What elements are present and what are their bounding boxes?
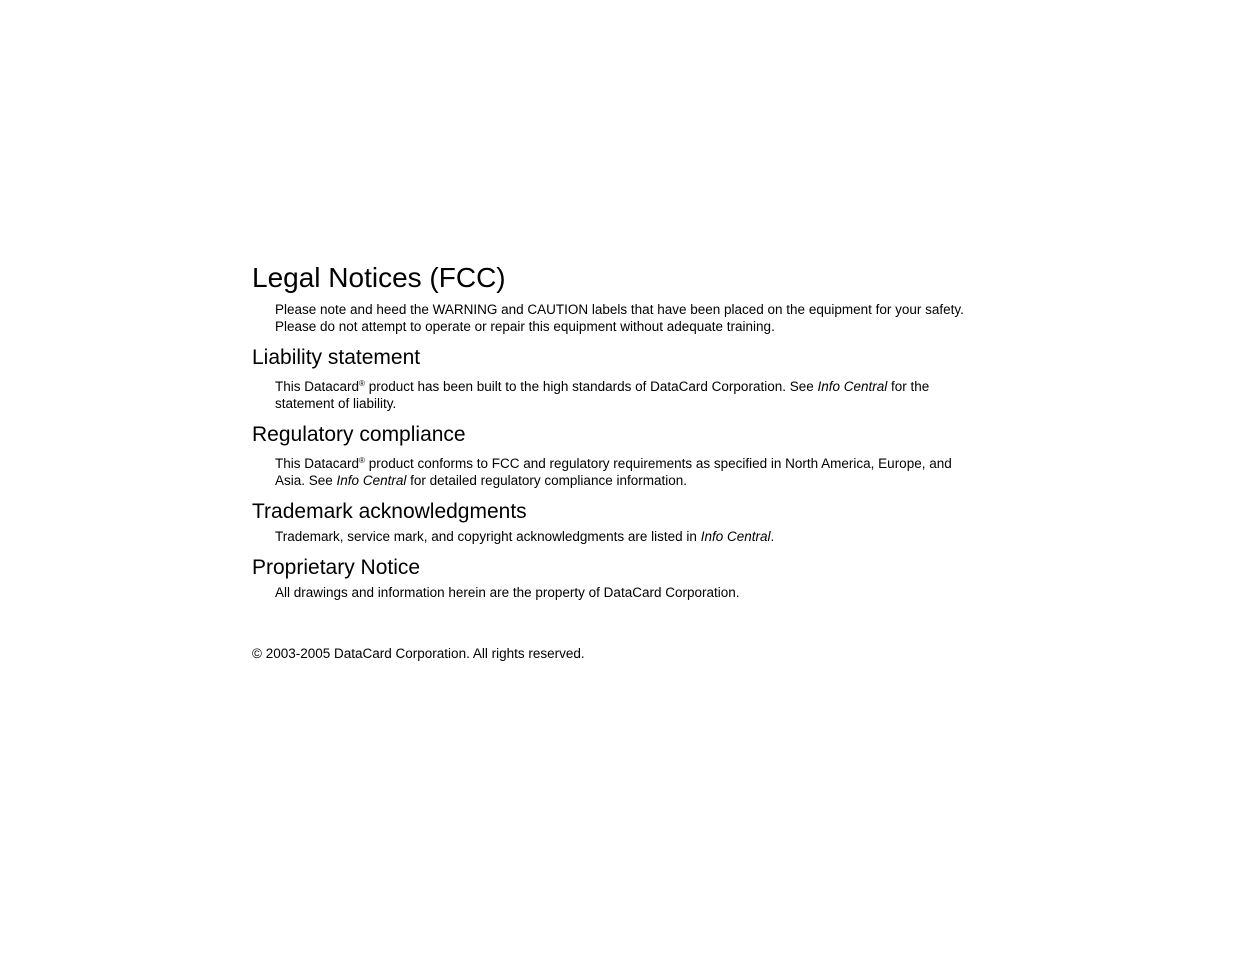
regulatory-heading: Regulatory compliance [252, 423, 466, 446]
regulatory-text-middle: product conforms to FCC and regulatory requirements as specified in North America, Europe, and Asia. See [275, 456, 952, 488]
proprietary-section [252, 553, 972, 601]
info-central-reference: Info Central [336, 473, 407, 488]
proprietary-paragraph: All drawings and information herein are the property of DataCard Corporation. [275, 585, 740, 600]
proprietary-heading: Proprietary Notice [252, 556, 421, 579]
registered-mark: ® [359, 456, 365, 465]
regulatory-section [252, 420, 972, 489]
liability-paragraph [275, 378, 972, 412]
regulatory-paragraph [275, 455, 972, 489]
trademark-text-before: Trademark, service mark, and copyright acknowledgments are listed in [275, 529, 701, 544]
liability-text-before: This Datacard [275, 379, 360, 394]
legal-notices-document [252, 258, 972, 662]
trademark-paragraph [275, 528, 972, 545]
info-central-reference: Info Central [700, 529, 771, 544]
trademark-section [252, 497, 972, 545]
liability-section [252, 343, 972, 412]
liability-heading: Liability statement [252, 346, 421, 369]
info-central-reference: Info Central [817, 379, 888, 394]
trademark-heading: Trademark acknowledgments [252, 500, 527, 523]
page-title: Legal Notices (FCC) [252, 262, 506, 293]
regulatory-text-after: for detailed regulatory compliance information. [406, 473, 687, 488]
liability-text-after: for the statement of liability. [275, 379, 930, 411]
intro-paragraph: Please note and heed the WARNING and CAUTION labels that have been placed on the equipment for your safety. Please do not attempt to operate or repair this equipment without adequate training. [275, 302, 964, 334]
regulatory-text-before: This Datacard [275, 456, 360, 471]
trademark-text-after: . [770, 529, 775, 544]
copyright-notice: © 2003-2005 DataCard Corporation. All rights reserved. [252, 646, 585, 661]
registered-mark: ® [359, 379, 365, 388]
liability-text-middle: product has been built to the high standards of DataCard Corporation. See [364, 379, 818, 394]
